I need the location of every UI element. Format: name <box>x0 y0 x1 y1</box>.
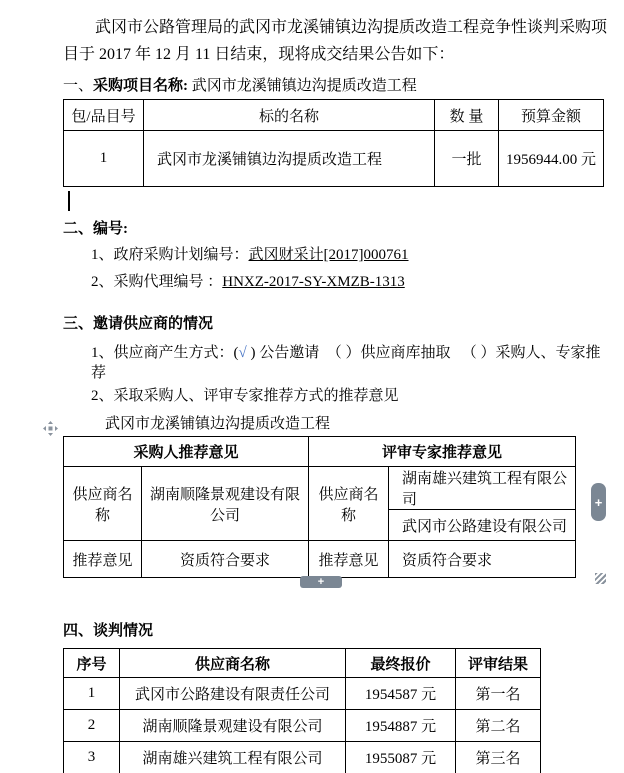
agency-number-label: 2、采购代理编号 ： <box>91 274 223 290</box>
header-cell-quantity: 数 量 <box>435 100 499 131</box>
header-cell-index: 序号 <box>64 649 120 678</box>
table-move-handle-icon[interactable] <box>43 421 58 436</box>
cell-opinion-label-left: 推荐意见 <box>64 541 142 578</box>
cell-supplier-right-1: 湖南雄兴建筑工程有限公司 <box>389 467 576 510</box>
supplier-method-line <box>91 343 609 383</box>
procurement-items-table <box>63 99 604 187</box>
cell-supplier-left: 湖南顺隆景观建设有限公司 <box>142 467 309 541</box>
cell-supplier-right-2: 武冈市公路建设有限公司 <box>389 510 576 541</box>
cell-result: 第三名 <box>456 742 541 773</box>
agency-number-value: HNXZ-2017-SY-XMZB-1313 <box>222 274 405 290</box>
table-row <box>64 131 604 187</box>
insert-row-button[interactable] <box>300 576 342 588</box>
recommendation-table-caption: 武冈市龙溪铺镇边沟提质改造工程 <box>105 416 331 432</box>
section-4-heading: 四、谈判情况 <box>63 623 154 639</box>
method-prefix: 1、供应商产生方式：( <box>91 345 239 361</box>
header-cell-subject: 标的名称 <box>144 100 435 131</box>
method-suffix: ) 公告邀请 （ ）供应商库抽取 （ ）采购人、专家推荐 <box>91 345 601 381</box>
cell-package-no: 1 <box>64 131 144 187</box>
table-row <box>64 742 541 773</box>
table-header-row <box>64 649 541 678</box>
text-caret <box>68 191 70 211</box>
table-row <box>64 541 576 578</box>
cell-supplier: 湖南顺隆景观建设有限公司 <box>120 710 346 742</box>
cell-result: 第二名 <box>456 710 541 742</box>
plan-number-label: 1、政府采购计划编号： <box>91 247 249 263</box>
plan-number-value: 武冈财采计[2017]000761 <box>248 247 409 263</box>
agency-number-item <box>91 272 609 292</box>
recommendation-line: 2、采取采购人、评审专家推荐方式的推荐意见 <box>91 388 399 404</box>
section-1-heading <box>63 76 609 96</box>
section-1-title: 采购项目名称: <box>93 78 189 94</box>
section-3-heading: 三、邀请供应商的情况 <box>63 316 214 332</box>
cell-opinion-right: 资质符合要求 <box>389 541 576 578</box>
cell-supplier-label-left: 供应商名称 <box>64 467 142 541</box>
cell-final-price: 1954887 元 <box>346 710 456 742</box>
insert-column-button[interactable] <box>591 483 606 521</box>
intro-line-1: 武冈市公路管理局的武冈市龙溪铺镇边沟提质改造工程竞争性谈判采购项 <box>95 19 608 36</box>
plan-number-item <box>91 245 609 265</box>
check-mark: √ <box>238 345 247 361</box>
header-cell-final-price: 最终报价 <box>346 649 456 678</box>
table-row <box>64 467 576 510</box>
intro-line-2: 目于 2017 年 12 月 11 日结束，现将成交结果公告如下： <box>63 46 455 63</box>
cell-opinion-left: 资质符合要求 <box>142 541 309 578</box>
section-1-number: 一、 <box>63 78 94 94</box>
cell-final-price: 1955087 元 <box>346 742 456 773</box>
recommendation-table-wrap <box>63 436 603 588</box>
header-cell-package: 包/品目号 <box>64 100 144 131</box>
cell-final-price: 1954587 元 <box>346 678 456 710</box>
cell-subject-name: 武冈市龙溪铺镇边沟提质改造工程 <box>144 131 435 187</box>
table-row <box>64 710 541 742</box>
header-cell-budget: 预算金额 <box>499 100 604 131</box>
plus-icon: + <box>317 576 325 588</box>
header-cell-result: 评审结果 <box>456 649 541 678</box>
cell-index: 2 <box>64 710 120 742</box>
section-1-value: 武冈市龙溪铺镇边沟提质改造工程 <box>188 78 417 94</box>
negotiation-table <box>63 648 541 773</box>
table-header-row <box>64 100 604 131</box>
cell-quantity: 一批 <box>435 131 499 187</box>
header-cell-supplier: 供应商名称 <box>120 649 346 678</box>
cell-budget: 1956944.00 元 <box>499 131 604 187</box>
cell-opinion-label-right: 推荐意见 <box>309 541 389 578</box>
cell-supplier: 武冈市公路建设有限责任公司 <box>120 678 346 710</box>
cell-index: 3 <box>64 742 120 773</box>
header-expert-opinion: 评审专家推荐意见 <box>309 437 576 467</box>
plus-icon: + <box>594 494 603 510</box>
cell-supplier-label-right: 供应商名称 <box>309 467 389 541</box>
cell-supplier: 湖南雄兴建筑工程有限公司 <box>120 742 346 773</box>
table-resize-handle[interactable] <box>595 573 606 584</box>
cell-index: 1 <box>64 678 120 710</box>
recommendation-table <box>63 436 576 578</box>
table-header-row <box>64 437 576 467</box>
cell-result: 第一名 <box>456 678 541 710</box>
intro-paragraph <box>63 14 609 68</box>
header-purchaser-opinion: 采购人推荐意见 <box>64 437 309 467</box>
table-row <box>64 678 541 710</box>
section-2-heading: 二、编号: <box>63 221 128 237</box>
